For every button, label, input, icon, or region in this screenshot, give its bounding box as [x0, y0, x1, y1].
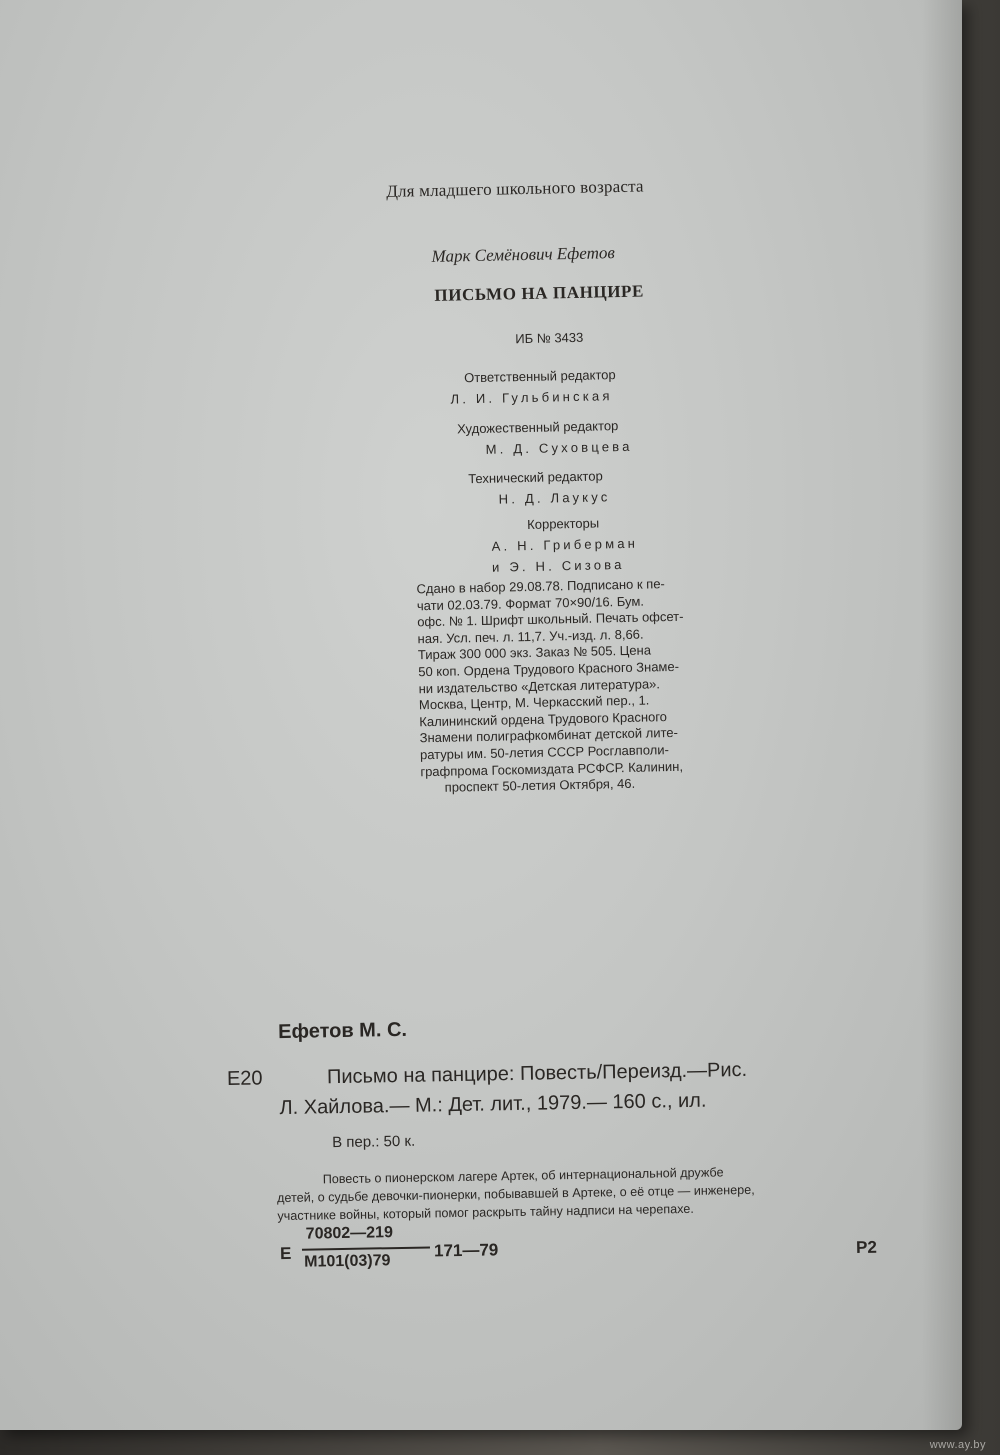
credit-name-proofreader-1: А. Н. Гриберман	[491, 535, 639, 554]
classification-codes	[280, 1215, 901, 1286]
credit-name-proofreader-2: и Э. Н. Сизова	[491, 556, 625, 575]
annotation-line: детей, о судьбе девочки-пионерки, побывавшей в Артеке, о её отце — инженере,	[276, 1182, 755, 1206]
catalog-publication-line: Л. Хайлова.— М.: Дет. лит., 1979.— 160 с., ил.	[279, 1089, 707, 1120]
credit-role-tech-editor: Технический редактор	[468, 468, 603, 487]
age-group: Для младшего школьного возраста	[385, 176, 644, 201]
page-edge	[922, 0, 962, 1430]
watermark: www.ay.by	[929, 1439, 986, 1451]
book-title: ПИСЬМО НА ПАНЦИРЕ	[434, 281, 645, 305]
catalog-index: Е20	[226, 1067, 263, 1090]
imprint-line: офс. № 1. Шрифт школьный. Печать офсет-	[417, 608, 684, 630]
author-full-name: Марк Семёнович Ефетов	[431, 243, 615, 266]
catalog-annotation	[277, 1160, 918, 1225]
credit-name-tech-editor: Н. Д. Лаукус	[498, 489, 611, 507]
credit-name-art-editor: М. Д. Суховцева	[485, 438, 633, 457]
credit-name-responsible-editor: Л. И. Гульбинская	[450, 388, 613, 407]
ib-number: ИБ № 3433	[515, 329, 584, 347]
imprint-line: чати 02.03.79. Формат 70×90/16. Бум.	[416, 593, 645, 613]
colophon	[380, 174, 780, 795]
code-letter: Е	[279, 1243, 292, 1264]
imprint-line: ни издательство «Детская литература».	[418, 675, 661, 696]
code-denominator: М101(03)79	[304, 1252, 391, 1271]
catalog-author: Ефетов М. С.	[277, 1018, 408, 1044]
code-suffix: 171—79	[433, 1240, 499, 1261]
code-numerator: 70802—219	[305, 1224, 394, 1243]
imprint-line: Сдано в набор 29.08.78. Подписано к пе-	[416, 576, 665, 597]
code-right: Р2	[855, 1237, 877, 1258]
imprint-line: ратуры им. 50-летия СССР Росглавполи-	[419, 742, 670, 763]
imprint-line: 50 коп. Ордена Трудового Красного Знаме-	[418, 658, 680, 680]
credit-role-art-editor: Художественный редактор	[457, 418, 619, 437]
catalog-card	[226, 1010, 916, 1271]
fraction-bar	[302, 1246, 430, 1250]
catalog-title-line: Письмо на панцире: Повесть/Переизд.—Рис.	[326, 1058, 748, 1089]
imprint-line: Тираж 300 000 экз. Заказ № 505. Цена	[417, 642, 652, 663]
annotation-line: Повесть о пионерском лагере Артек, об интернациональной дружбе	[322, 1165, 724, 1187]
imprint-line: проспект 50-летия Октября, 46.	[444, 775, 636, 795]
imprint-line: Знамени полиграфкомбинат детской лите-	[419, 725, 679, 746]
catalog-price: В пер.: 50 к.	[331, 1132, 416, 1152]
imprint-line: ная. Усл. печ. л. 11,7. Уч.-изд. л. 8,66.	[417, 626, 644, 647]
imprint-block	[416, 574, 770, 797]
credit-role-responsible-editor: Ответственный редактор	[463, 367, 616, 386]
imprint-line: Калининский ордена Трудового Красного	[419, 708, 668, 730]
annotation-line: участнике войны, который помог раскрыть тайну надписи на черепахе.	[277, 1201, 694, 1224]
imprint-line: Москва, Центр, М. Черкасский пер., 1.	[418, 692, 650, 713]
credit-role-proofreaders: Корректоры	[527, 515, 600, 532]
imprint-line: графпрома Госкомиздата РСФСР. Калинин,	[420, 758, 684, 779]
